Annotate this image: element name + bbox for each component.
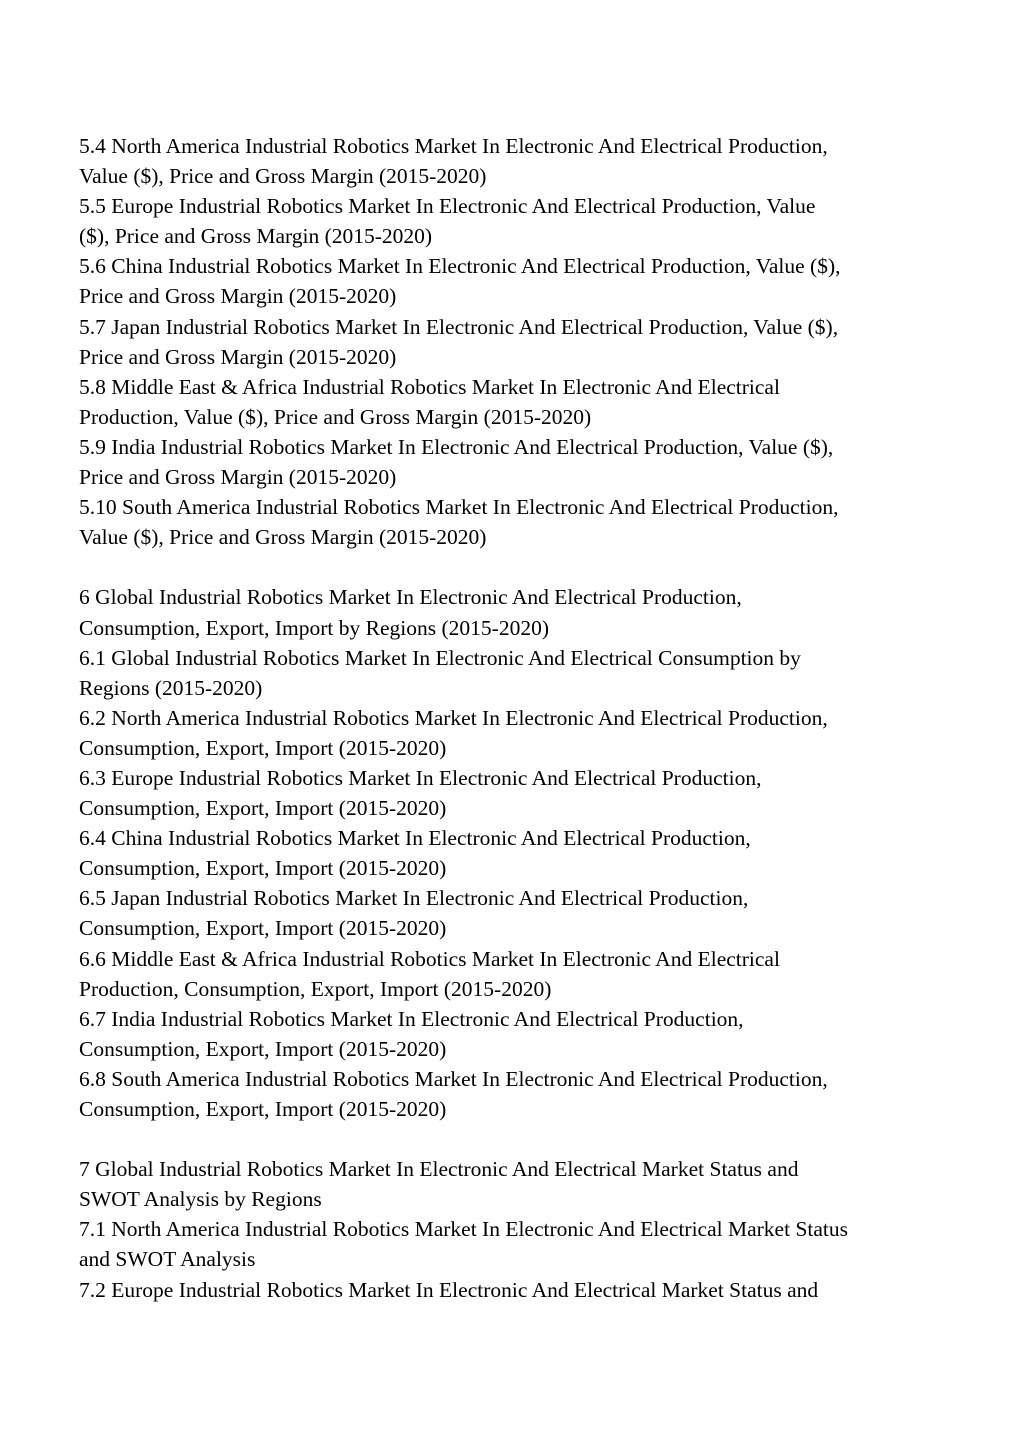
toc-line: 6.7 India Industrial Robotics Market In Electronic And Electrical Production, (79, 1006, 744, 1031)
toc-line: Price and Gross Margin (2015-2020) (79, 344, 397, 369)
toc-line: Consumption, Export, Import (2015-2020) (79, 856, 447, 881)
toc-line: 6.5 Japan Industrial Robotics Market In Electronic And Electrical Production, (79, 886, 749, 911)
toc-line: 7.1 North America Industrial Robotics Market In Electronic And Electrical Market Status (79, 1217, 849, 1242)
toc-line: 6.1 Global Industrial Robotics Market In Electronic And Electrical Consumption by (79, 645, 801, 670)
toc-line: 6.2 North America Industrial Robotics Market In Electronic And Electrical Production, (79, 705, 828, 730)
toc-line: Consumption, Export, Import (2015-2020) (79, 796, 447, 821)
section-gap (79, 552, 959, 582)
section-heading: 7 Global Industrial Robotics Market In Electronic And Electrical Market Status and (79, 1157, 799, 1182)
toc-line: and SWOT Analysis (79, 1247, 256, 1272)
section-heading: Consumption, Export, Import by Regions (2015-2020) (79, 615, 549, 640)
toc-line: 5.5 Europe Industrial Robotics Market In Electronic And Electrical Production, Value (79, 194, 816, 219)
toc-line: Price and Gross Margin (2015-2020) (79, 465, 397, 490)
toc-line: ($), Price and Gross Margin (2015-2020) (79, 224, 433, 249)
toc-line: Value ($), Price and Gross Margin (2015-2020) (79, 164, 487, 189)
toc-line: Regions (2015-2020) (79, 675, 263, 700)
toc-line: 5.7 Japan Industrial Robotics Market In Electronic And Electrical Production, Value ($), (79, 314, 839, 339)
section-heading: SWOT Analysis by Regions (79, 1187, 322, 1212)
section-gap (79, 1124, 959, 1154)
toc-line: 6.8 South America Industrial Robotics Market In Electronic And Electrical Production, (79, 1066, 828, 1091)
toc-line: Consumption, Export, Import (2015-2020) (79, 916, 447, 941)
document-page (79, 131, 959, 1305)
toc-line: 6.3 Europe Industrial Robotics Market In Electronic And Electrical Production, (79, 765, 762, 790)
toc-line: 7.2 Europe Industrial Robotics Market In Electronic And Electrical Market Status and (79, 1277, 819, 1302)
toc-line: 6.4 China Industrial Robotics Market In Electronic And Electrical Production, (79, 826, 751, 851)
toc-line: 5.8 Middle East & Africa Industrial Robotics Market In Electronic And Electrical (79, 374, 780, 399)
toc-line: 5.4 North America Industrial Robotics Market In Electronic And Electrical Production, (79, 134, 828, 158)
toc-line: Consumption, Export, Import (2015-2020) (79, 1097, 447, 1121)
toc-line: Production, Consumption, Export, Import (2015-2020) (79, 976, 552, 1001)
toc-line: Consumption, Export, Import (2015-2020) (79, 1036, 447, 1061)
toc-line: 6.6 Middle East & Africa Industrial Robotics Market In Electronic And Electrical (79, 946, 780, 971)
toc-line: Production, Value ($), Price and Gross Margin (2015-2020) (79, 404, 592, 429)
section-heading: 6 Global Industrial Robotics Market In Electronic And Electrical Production, (79, 585, 742, 610)
toc-line: 5.9 India Industrial Robotics Market In Electronic And Electrical Production, Value ($), (79, 434, 834, 459)
toc-line: Value ($), Price and Gross Margin (2015-2020) (79, 525, 487, 550)
toc-line: 5.6 China Industrial Robotics Market In Electronic And Electrical Production, Value ($), (79, 254, 841, 279)
toc-line: Consumption, Export, Import (2015-2020) (79, 735, 447, 760)
toc-line: Price and Gross Margin (2015-2020) (79, 284, 397, 309)
toc-line: 5.10 South America Industrial Robotics Market In Electronic And Electrical Production, (79, 495, 839, 520)
